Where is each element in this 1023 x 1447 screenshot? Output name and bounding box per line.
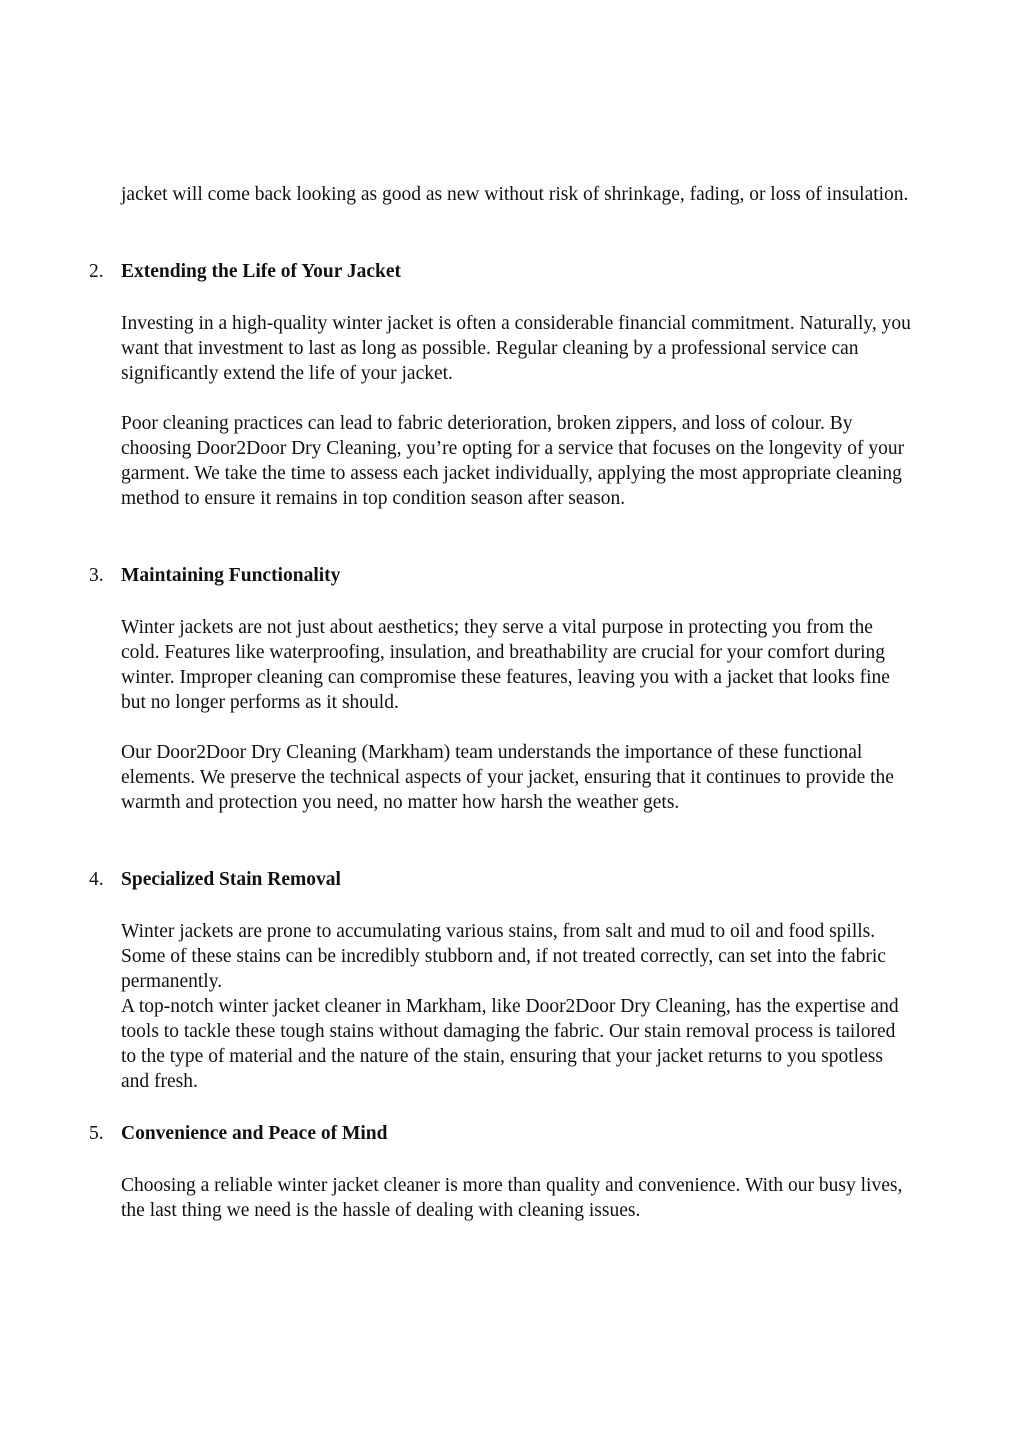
section-heading: Specialized Stain Removal — [121, 869, 341, 890]
section-number: 2. — [89, 261, 104, 282]
section-paragraph: Poor cleaning practices can lead to fabric deterioration, broken zippers, and loss of colour. By choosing Door2Door Dry Cleaning, you’re opting for a service that focuses on the longevity of your garment. We take the time to assess each jacket individually, applying the most appropriate cleaning method to ensure it remains in top condition season after season. — [121, 413, 905, 509]
section-paragraph: Investing in a high-quality winter jacket is often a considerable financial commitment. Naturally, you want that investment to last as long as possible. Regular cleaning by a professional service can significantly extend the life of your jacket. — [121, 313, 911, 384]
section-heading: Convenience and Peace of Mind — [121, 1123, 388, 1144]
section-paragraph: Winter jackets are not just about aesthetics; they serve a vital purpose in protecting you from the cold. Features like waterproofing, insulation, and breathability are crucial for your comfort during winter. Improper cleaning can compromise these features, leaving you with a jacket that looks fine but no longer performs as it should. — [121, 617, 890, 713]
intro-paragraph: jacket will come back looking as good as new without risk of shrinkage, fading, or loss of insulation. — [121, 184, 909, 205]
section-number: 3. — [89, 565, 104, 586]
section-heading: Maintaining Functionality — [121, 565, 341, 586]
section-number: 4. — [89, 869, 104, 890]
section-paragraph: Winter jackets are prone to accumulating various stains, from salt and mud to oil and food spills. Some of these stains can be incredibly stubborn and, if not treated correctly, can set into the fabric permanently. — [121, 921, 886, 992]
section-paragraph: Choosing a reliable winter jacket cleaner is more than quality and convenience. With our busy lives, the last thing we need is the hassle of dealing with cleaning issues. — [121, 1175, 903, 1221]
section-paragraph: Our Door2Door Dry Cleaning (Markham) team understands the importance of these functional elements. We preserve the technical aspects of your jacket, ensuring that it continues to provide the warmth and protection you need, no matter how harsh the weather gets. — [121, 742, 894, 813]
section-number: 5. — [89, 1123, 104, 1144]
section-paragraph: A top-notch winter jacket cleaner in Markham, like Door2Door Dry Cleaning, has the expertise and tools to tackle these tough stains without damaging the fabric. Our stain removal process is tailored to the type of material and the nature of the stain, ensuring that your jacket returns to you spotless and fresh. — [121, 996, 899, 1092]
section-heading: Extending the Life of Your Jacket — [121, 261, 402, 282]
